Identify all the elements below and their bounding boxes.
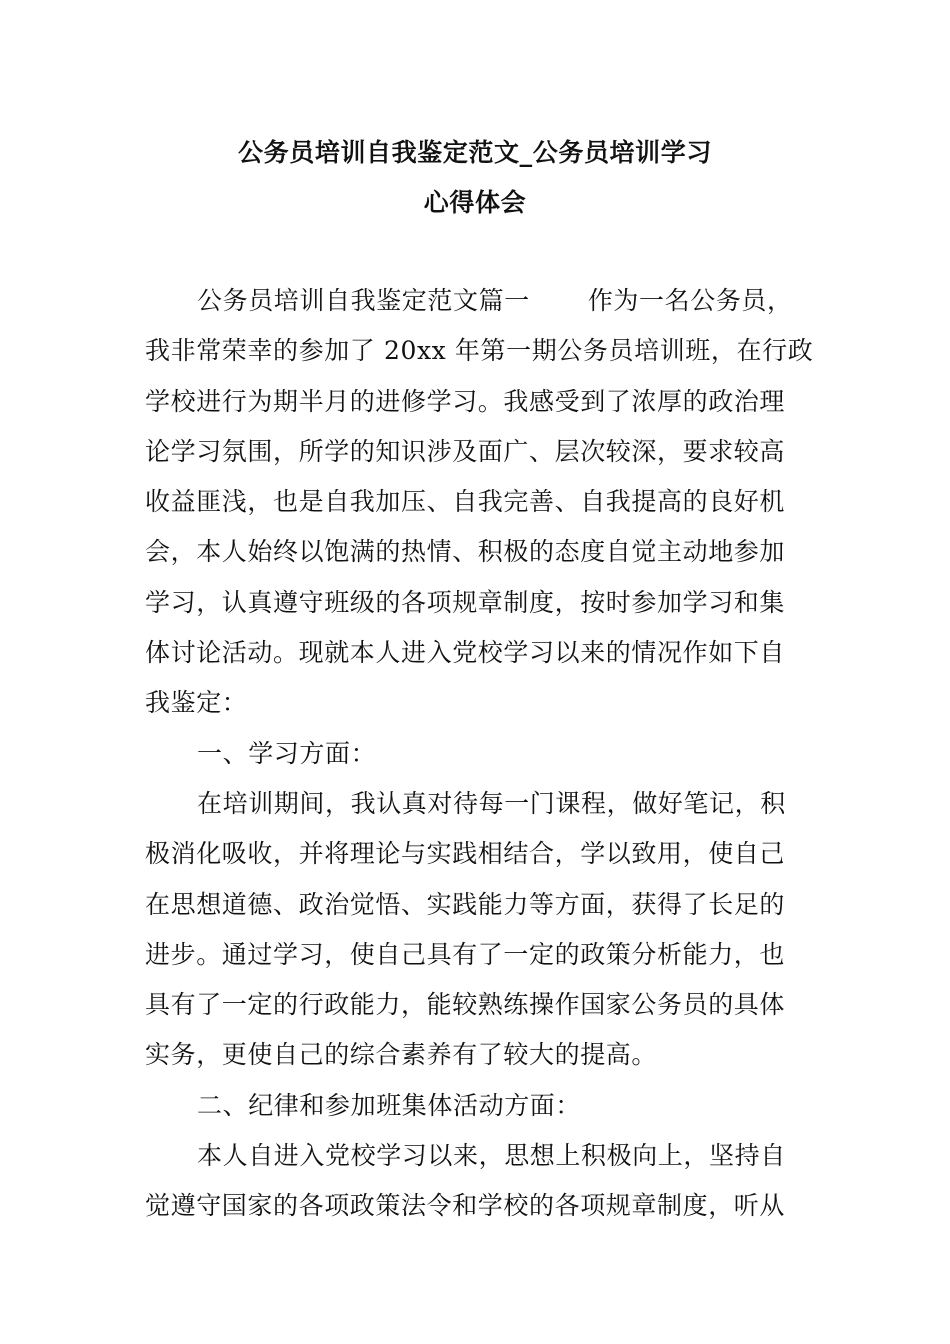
section-heading-discipline: 二、纪律和参加班集体活动方面： bbox=[197, 1090, 582, 1120]
paragraph-line: 极消化吸收，并将理论与实践相结合，学以致用，使自己 bbox=[145, 839, 786, 869]
paragraph-line: 进步。通过学习，使自己具有了一定的政策分析能力，也 bbox=[145, 939, 786, 969]
document-title bbox=[120, 128, 830, 229]
paragraph-line: 我鉴定： bbox=[145, 688, 248, 718]
title-line: 心得体会 bbox=[423, 188, 527, 218]
paragraph-study bbox=[145, 779, 810, 1081]
document-body bbox=[145, 276, 814, 1232]
section-lead-tail: 作为一名公务员， bbox=[587, 286, 793, 315]
paragraph-line: 学校进行为期半月的进修学习。我感受到了浓厚的政治理 bbox=[145, 386, 786, 416]
paragraph-line: 在思想道德、政治觉悟、实践能力等方面，获得了长足的 bbox=[145, 889, 786, 919]
paragraph-line: 体讨论活动。现就本人进入党校学习以来的情况作如下自 bbox=[145, 638, 786, 668]
paragraph-discipline bbox=[145, 1131, 810, 1232]
paragraph-line: 具有了一定的行政能力，能较熟练操作国家公务员的具体 bbox=[145, 990, 786, 1020]
paragraph-line: 论学习氛围，所学的知识涉及面广、层次较深，要求较高 bbox=[145, 436, 786, 466]
paragraph-line: 觉遵守国家的各项政策法令和学校的各项规章制度，听从 bbox=[145, 1191, 786, 1221]
paragraph-first-line: 本人自进入党校学习以来，思想上积极向上，坚持自 bbox=[197, 1141, 786, 1171]
paragraph-first-line: 在培训期间，我认真对待每一门课程，做好笔记，积 bbox=[197, 788, 786, 818]
section-lead: 公务员培训自我鉴定范文篇一 bbox=[197, 286, 530, 315]
paragraph-intro bbox=[145, 276, 814, 729]
section-heading-study: 一、学习方面： bbox=[197, 738, 377, 768]
paragraph-line: 学习，认真遵守班级的各项规章制度，按时参加学习和集 bbox=[145, 587, 786, 617]
paragraph-line: 会，本人始终以饱满的热情、积极的态度自觉主动地参加 bbox=[145, 537, 786, 567]
paragraph-line: 我非常荣幸的参加了 20xx 年第一期公务员培训班，在行政 bbox=[145, 336, 814, 366]
title-line: 公务员培训自我鉴定范文_公务员培训学习 bbox=[238, 138, 712, 167]
paragraph-first-line bbox=[145, 276, 810, 326]
paragraph-line: 收益匪浅，也是自我加压、自我完善、自我提高的良好机 bbox=[145, 487, 786, 517]
paragraph-line: 实务，更使自己的综合素养有了较大的提高。 bbox=[145, 1040, 658, 1070]
